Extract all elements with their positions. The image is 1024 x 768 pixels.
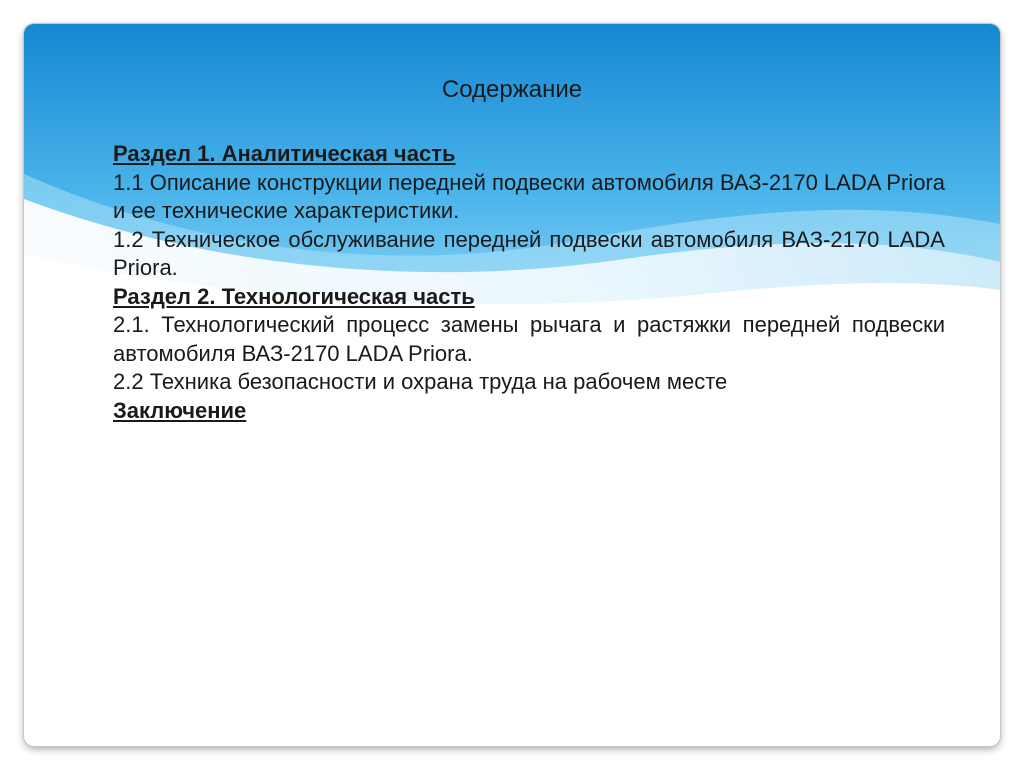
toc-entry: 1.1 Описание конструкции передней подвески автомобиля ВАЗ-2170 LADA Priora и ее технические характеристики. [113, 169, 945, 223]
toc-conclusion-heading: Заключение [113, 397, 247, 423]
table-of-contents [113, 140, 945, 425]
slide [24, 24, 1000, 746]
toc-entry: 2.2 Техника безопасности и охрана труда на рабочем месте [113, 369, 728, 394]
toc-section-heading: Раздел 1. Аналитическая часть [113, 141, 456, 166]
toc-entry: 1.2 Техническое обслуживание передней подвески автомобиля ВАЗ-2170 LADA Priora. [113, 226, 945, 280]
toc-entry: 2.1. Технологический процесс замены рычага и растяжки передней подвески автомобиля ВАЗ-2170 LADA Priora. [113, 312, 945, 366]
toc-section-heading: Раздел 2. Технологическая часть [113, 283, 475, 309]
slide-title: Содержание [441, 76, 583, 103]
